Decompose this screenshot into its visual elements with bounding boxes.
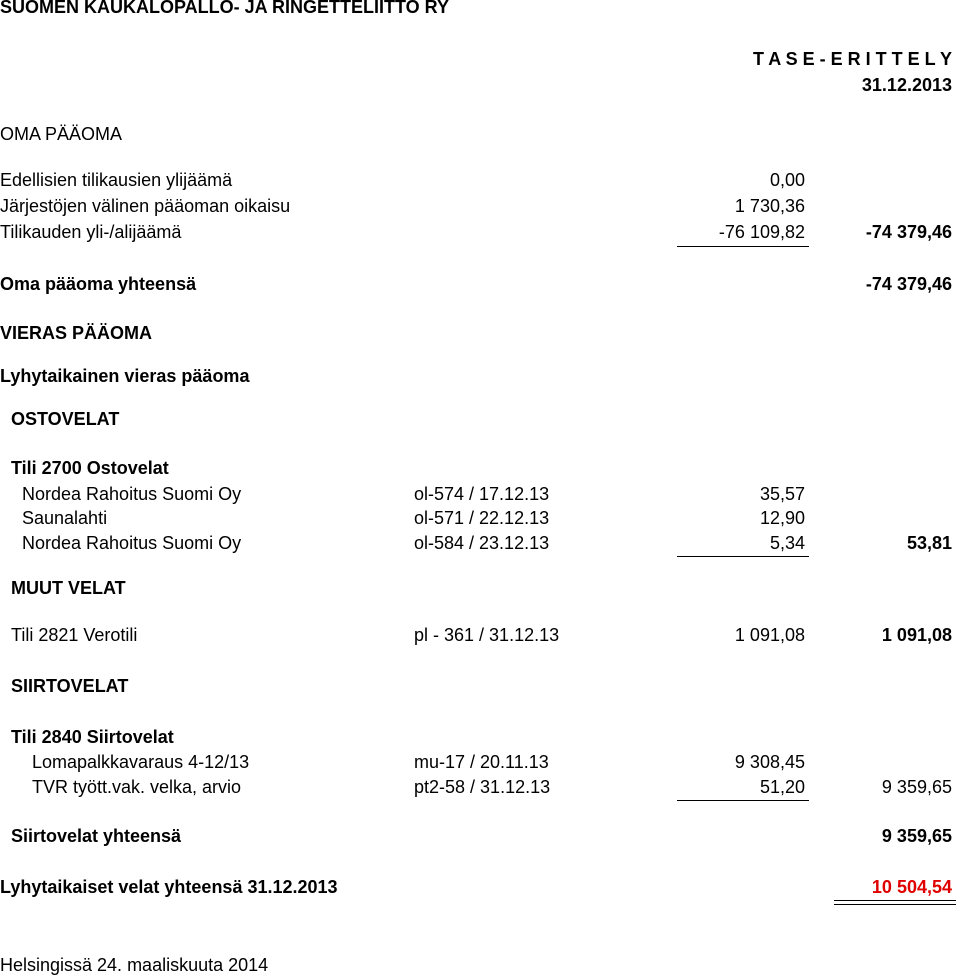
organization-name: SUOMEN KAUKALOPALLO- JA RINGETTELIITTO RY <box>0 0 449 17</box>
account-2821-label: Tili 2821 Verotili <box>11 625 138 645</box>
accrued-sum-label: Siirtovelat yhteensä <box>11 826 182 846</box>
grand-total-value: 10 504,54 <box>871 877 952 897</box>
accrued-row-label: TVR tyött.vak. velka, arvio <box>32 777 242 797</box>
accrued-row-amount: 9 308,45 <box>734 752 805 772</box>
balance-date: 31.12.2013 <box>861 75 952 95</box>
equity-row-amount: 1 730,36 <box>734 196 805 216</box>
accrued-row-ref: mu-17 / 20.11.13 <box>414 752 549 772</box>
equity-row-amount: -76 109,82 <box>718 222 805 242</box>
account-2840-label: Tili 2840 Siirtovelat <box>11 727 174 747</box>
document-title: T A S E - E R I T T E L Y <box>752 49 952 69</box>
short-term-liabilities-heading: Lyhytaikainen vieras pääoma <box>0 366 250 386</box>
accrued-sum-value: 9 359,65 <box>881 826 952 846</box>
underline-rule <box>677 800 809 801</box>
accrued-row-label: Lomapalkkavaraus 4-12/13 <box>32 752 250 772</box>
grand-total-label: Lyhytaikaiset velat yhteensä 31.12.2013 <box>0 877 338 897</box>
other-liabilities-heading: MUUT VELAT <box>11 578 126 598</box>
accrued-liabilities-heading: SIIRTOVELAT <box>11 676 129 696</box>
equity-row-amount: 0,00 <box>769 170 805 190</box>
payable-row-ref: ol-574 / 17.12.13 <box>414 484 550 504</box>
account-2700-label: Tili 2700 Ostovelat <box>11 458 169 478</box>
payable-row-amount: 35,57 <box>759 484 805 504</box>
equity-heading: OMA PÄÄOMA <box>0 124 123 144</box>
account-2821-amount: 1 091,08 <box>734 625 805 645</box>
payable-row-label: Nordea Rahoitus Suomi Oy <box>22 533 242 553</box>
equity-sum-label: Oma pääoma yhteensä <box>0 274 197 294</box>
equity-row-label: Järjestöjen välinen pääoman oikaisu <box>0 196 291 216</box>
underline-rule <box>677 556 809 557</box>
underline-rule <box>677 246 809 247</box>
payable-row-ref: ol-584 / 23.12.13 <box>414 533 550 553</box>
equity-sum-value: -74 379,46 <box>865 274 952 294</box>
accounts-payable-heading: OSTOVELAT <box>11 409 120 429</box>
payable-row-amount: 12,90 <box>759 508 805 528</box>
accrued-subtotal: 9 359,65 <box>881 777 952 797</box>
payable-row-label: Nordea Rahoitus Suomi Oy <box>22 484 242 504</box>
payables-subtotal: 53,81 <box>906 533 952 553</box>
equity-subtotal: -74 379,46 <box>865 222 952 242</box>
account-2821-ref: pl - 361 / 31.12.13 <box>414 625 560 645</box>
double-underline-rule <box>834 900 956 905</box>
accrued-row-amount: 51,20 <box>759 777 805 797</box>
payable-row-amount: 5,34 <box>769 533 805 553</box>
payable-row-ref: ol-571 / 22.12.13 <box>414 508 550 528</box>
accrued-row-ref: pt2-58 / 31.12.13 <box>414 777 551 797</box>
place-and-date: Helsingissä 24. maaliskuuta 2014 <box>0 955 269 975</box>
account-2821-total: 1 091,08 <box>881 625 952 645</box>
payable-row-label: Saunalahti <box>22 508 108 528</box>
equity-row-label: Edellisien tilikausien ylijäämä <box>0 170 233 190</box>
liabilities-heading: VIERAS PÄÄOMA <box>0 323 153 343</box>
equity-row-label: Tilikauden yli-/alijäämä <box>0 222 182 242</box>
